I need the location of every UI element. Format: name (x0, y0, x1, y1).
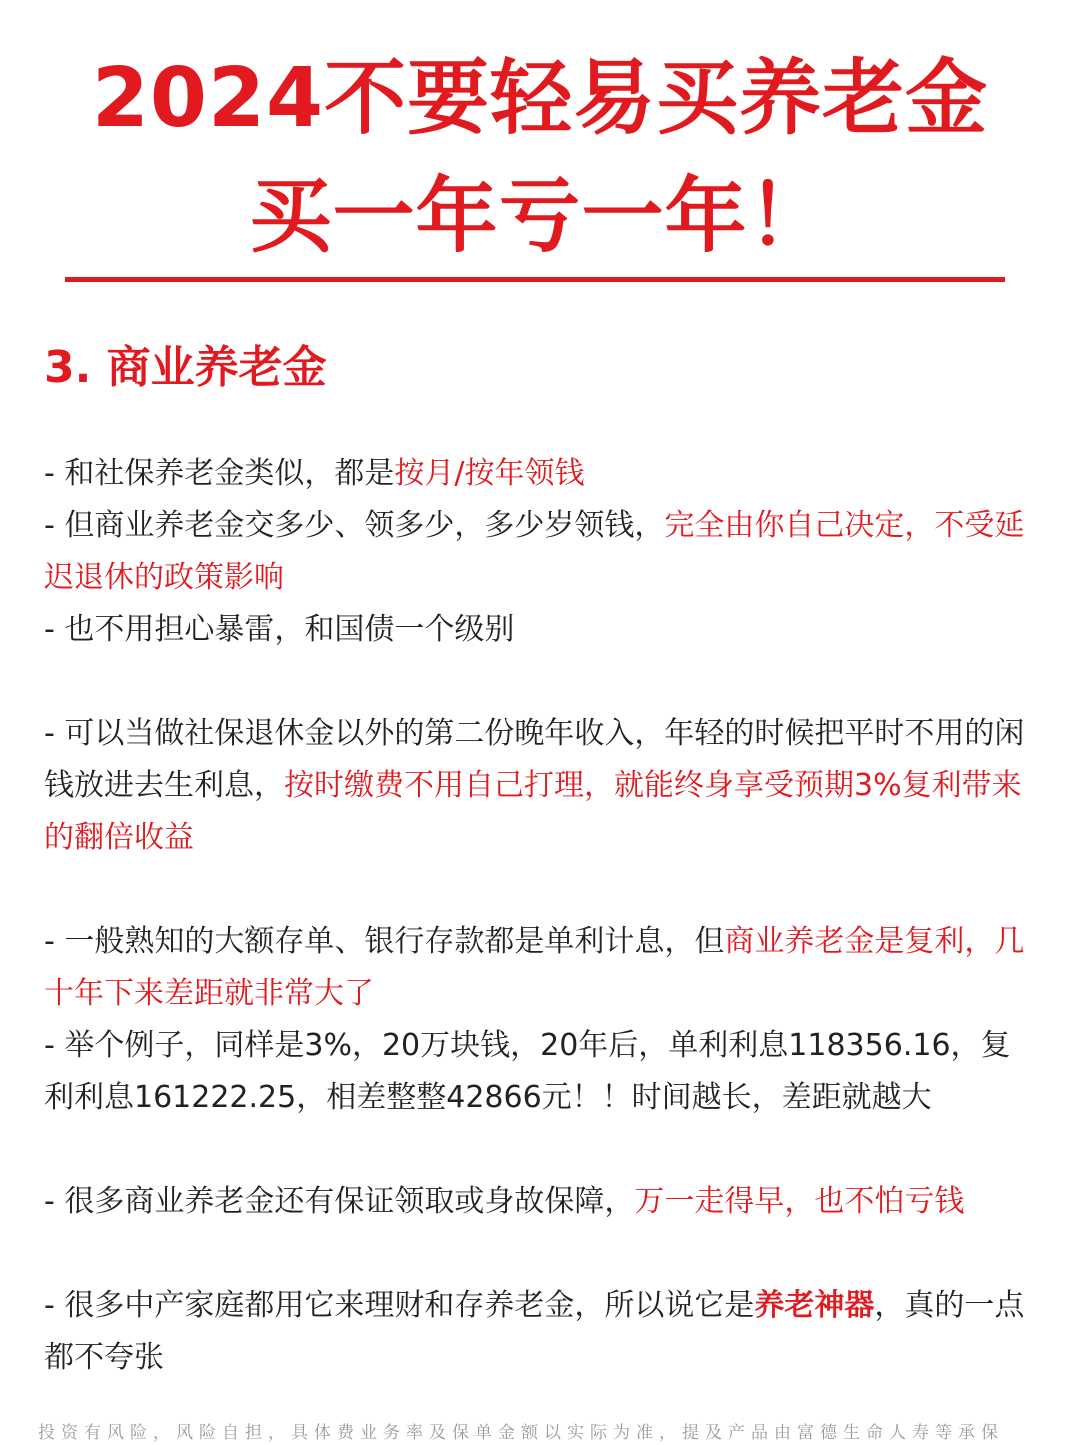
paragraph-gap (44, 1228, 1039, 1280)
point-7-highlight: 万一走得早，也不怕亏钱 (634, 1184, 965, 1219)
point-8-highlight: 养老神器 (754, 1288, 875, 1323)
point-3 (44, 604, 1039, 656)
point-6-text: - 举个例子，同样是3%，20万块钱，20年后，单利利息118356.16，复利利息161222.25，相差整整42866元！！时间越长，差距就越大 (44, 1028, 1011, 1115)
point-8 (44, 1280, 1039, 1384)
article-body (44, 448, 1039, 1384)
paragraph-gap (44, 864, 1039, 916)
point-6 (44, 1020, 1039, 1124)
point-2-highlight: 完全由你自己决定，不受延迟退休的政策影响 (44, 508, 1025, 595)
point-3-text: - 也不用担心暴雷，和国债一个级别 (44, 612, 515, 647)
title-line-1: 2024不要轻易买养老金 (91, 51, 989, 146)
point-1 (44, 448, 1039, 500)
point-7-text: - 很多商业养老金还有保证领取或身故保障， (44, 1184, 635, 1219)
point-5 (44, 916, 1039, 1020)
point-1-text: - 和社保养老金类似，都是 (44, 456, 395, 491)
title-divider (65, 277, 1005, 282)
point-1-highlight: 按月/按年领钱 (394, 456, 585, 491)
paragraph-gap (44, 656, 1039, 708)
point-5-highlight: 商业养老金是复利，几十年下来差距就非常大了 (44, 924, 1025, 1011)
point-4-text: - 可以当做社保退休金以外的第二份晚年收入，年轻的时候把平时不用的闲钱放进去生利息， (44, 716, 1025, 803)
point-4-highlight: 按时缴费不用自己打理，就能终身享受预期3%复利带来的翻倍收益 (44, 768, 1022, 855)
point-2 (44, 500, 1039, 604)
risk-disclaimer: 投资有风险，风险自担，具体费业务率及保单金额以实际为准，提及产品由富德生命人寿等承保 (38, 1423, 1004, 1443)
title-line-2: 买一年亏一年！ (249, 169, 831, 264)
title-block (0, 40, 1080, 276)
point-2-text: - 但商业养老金交多少、领多少，多少岁领钱， (44, 508, 665, 543)
point-8-text: - 很多中产家庭都用它来理财和存养老金，所以说它是 (44, 1288, 755, 1323)
section-heading: 3. 商业养老金 (44, 342, 327, 393)
paragraph-gap (44, 1124, 1039, 1176)
point-5-text: - 一般熟知的大额存单、银行存款都是单利计息，但 (44, 924, 725, 959)
point-4 (44, 708, 1039, 864)
point-8-text-end: ，真的一点都不夸张 (44, 1288, 1025, 1375)
point-7 (44, 1176, 1039, 1228)
